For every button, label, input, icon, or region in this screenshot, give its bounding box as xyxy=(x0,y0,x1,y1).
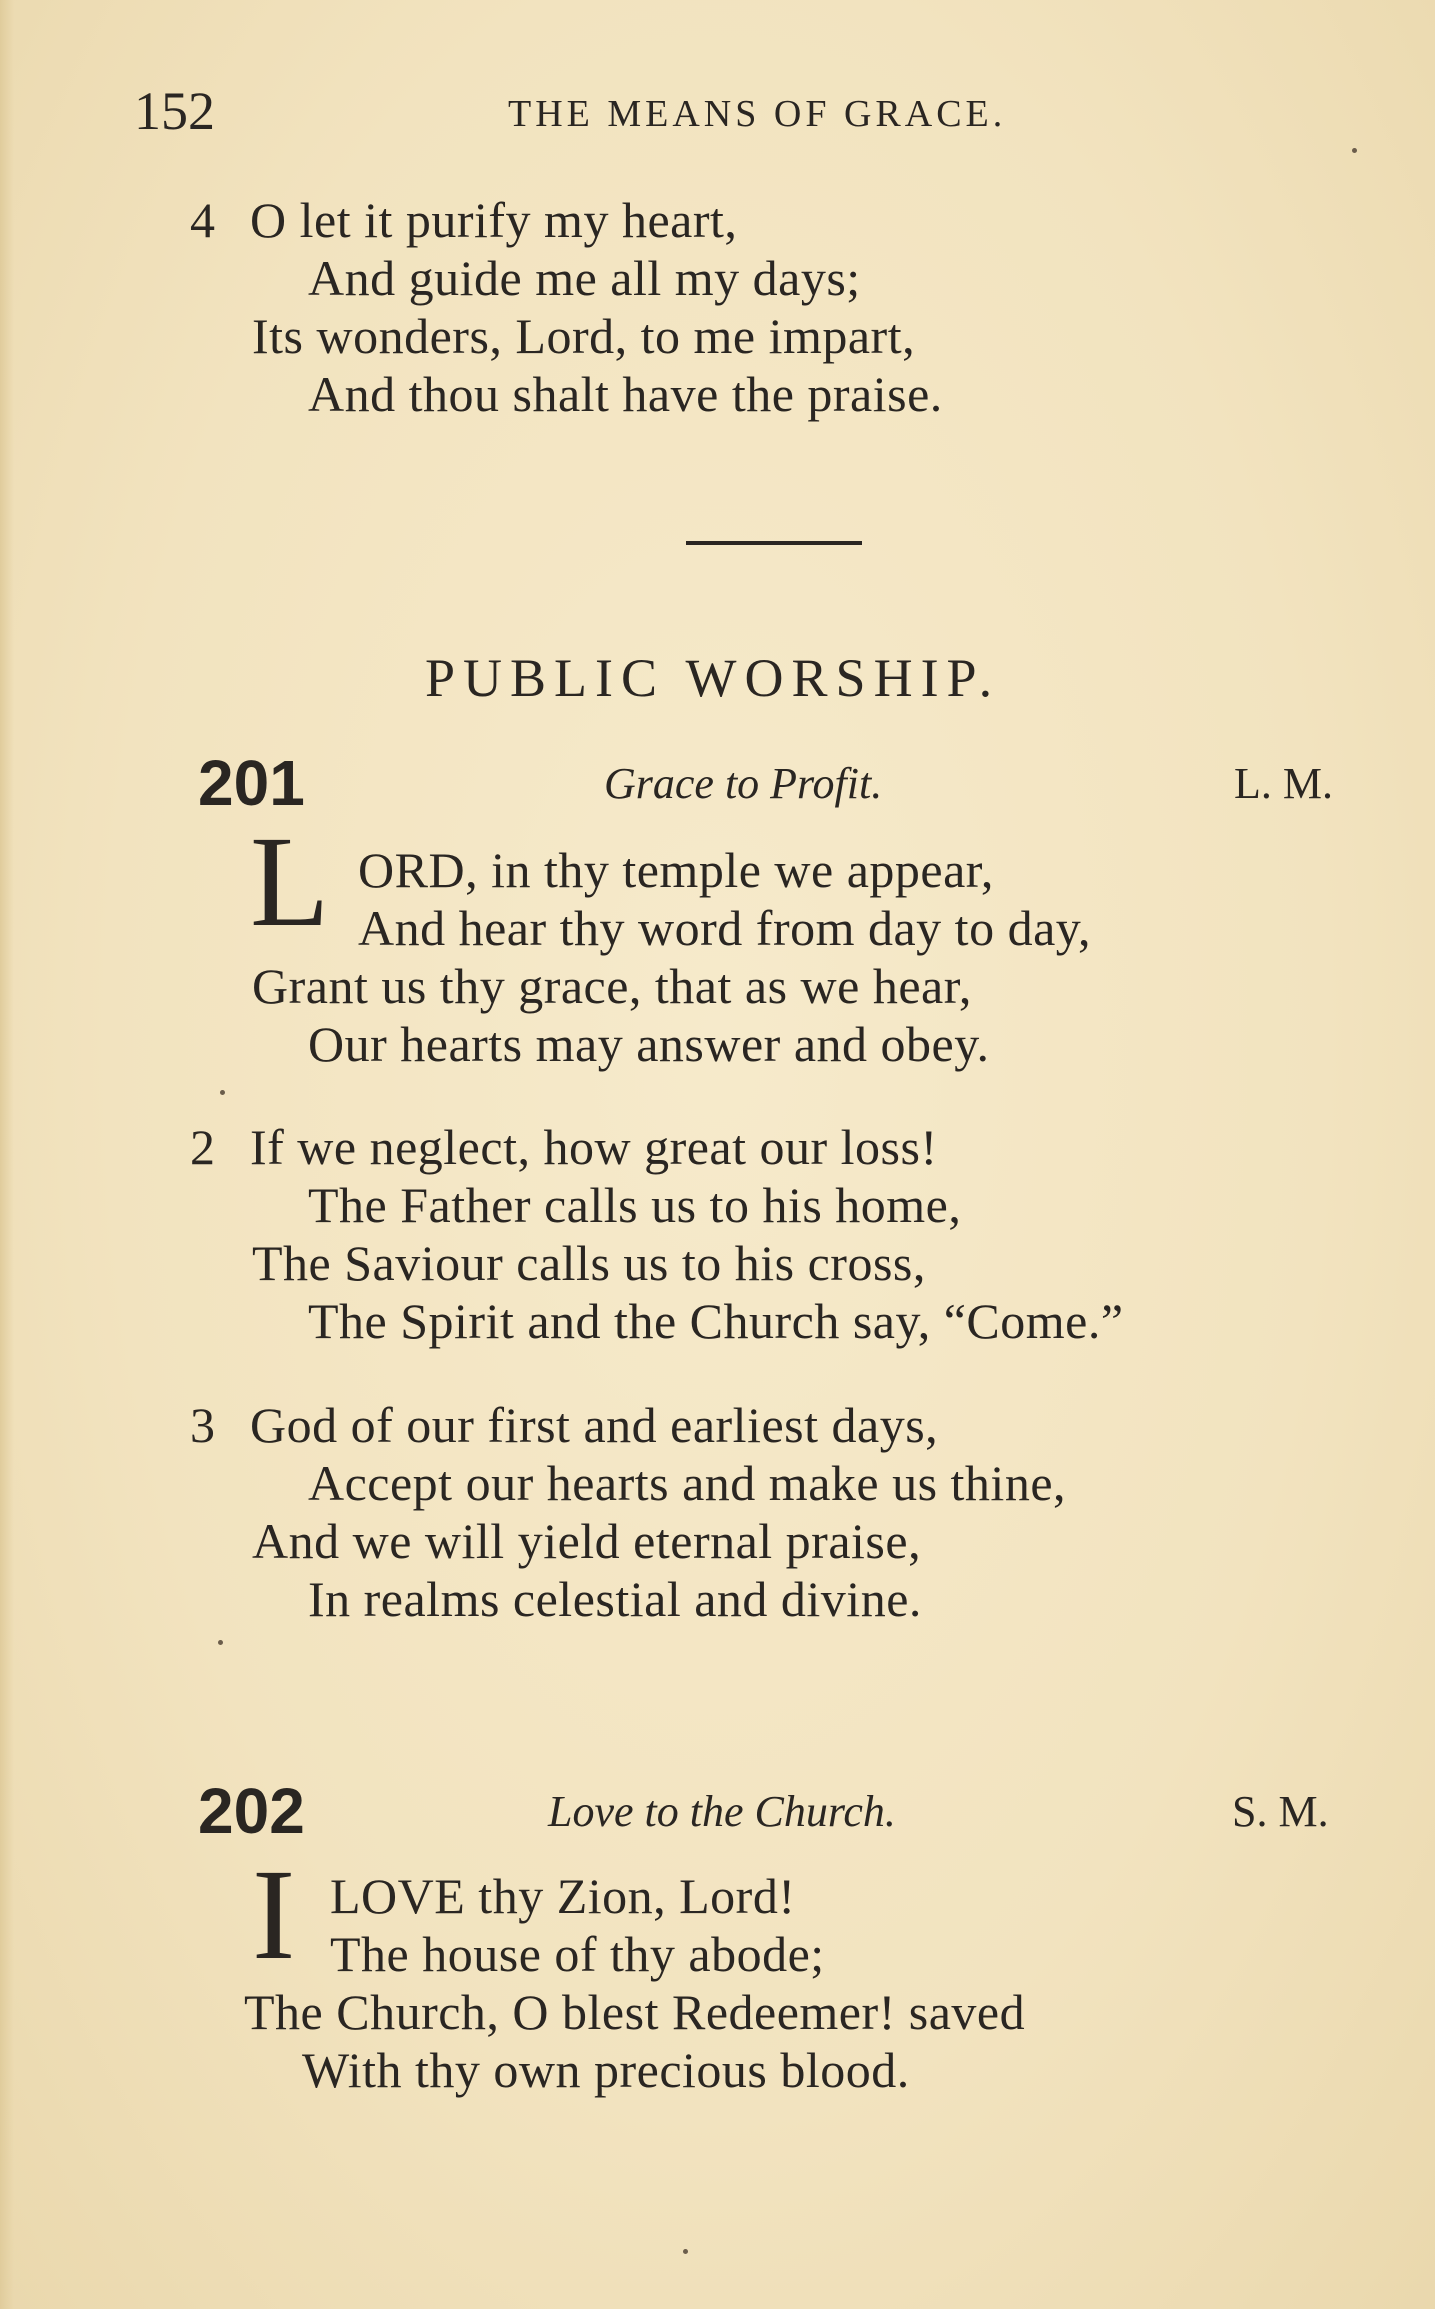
carryover-verse-line xyxy=(190,191,737,249)
paper-speck xyxy=(220,1090,225,1095)
dropcap-letter: I xyxy=(252,1843,296,1987)
hymn-meter: L. M. xyxy=(1234,759,1333,808)
verse-line: And we will yield eternal praise, xyxy=(252,1513,922,1569)
page-header xyxy=(0,76,1435,146)
verse-line: Our hearts may answer and obey. xyxy=(308,1016,990,1072)
section-title: PUBLIC WORSHIP. xyxy=(425,648,1001,708)
page-number: 152 xyxy=(134,81,215,141)
verse-number: 3 xyxy=(190,1397,216,1453)
hymn-number: 202 xyxy=(198,1775,305,1847)
verse-text: O let it purify my heart, xyxy=(250,192,738,248)
verse-line xyxy=(190,1396,938,1454)
verse-line: In realms celestial and divine. xyxy=(308,1571,922,1627)
verse-line: The Spirit and the Church say, “Come.” xyxy=(308,1293,1124,1349)
verse-text: If we neglect, how great our loss! xyxy=(250,1119,938,1175)
verse-line: The Father calls us to his home, xyxy=(308,1177,962,1233)
carryover-verse-line: And guide me all my days; xyxy=(308,250,861,306)
verse-line xyxy=(190,1118,938,1176)
section-divider-rule xyxy=(686,541,862,545)
hymn-title: Love to the Church. xyxy=(548,1787,896,1836)
verse-number: 4 xyxy=(190,192,216,248)
verse-line: The house of thy abode; xyxy=(330,1926,825,1982)
verse-line: And hear thy word from day to day, xyxy=(358,900,1092,956)
carryover-verse-line: And thou shalt have the praise. xyxy=(308,366,943,422)
verse-text: God of our first and earliest days, xyxy=(250,1397,939,1453)
paper-speck xyxy=(683,2249,688,2254)
hymn-title: Grace to Profit. xyxy=(604,759,883,808)
page-gutter-shadow xyxy=(0,0,14,2309)
running-head: THE MEANS OF GRACE. xyxy=(508,93,1007,135)
hymn-number: 201 xyxy=(198,747,305,819)
hymn-first-line: LOVE thy Zion, Lord! xyxy=(330,1868,796,1924)
paper-speck xyxy=(1352,148,1357,153)
hymn-meter: S. M. xyxy=(1232,1787,1329,1836)
verse-line: The Saviour calls us to his cross, xyxy=(252,1235,926,1291)
carryover-verse-line: Its wonders, Lord, to me impart, xyxy=(252,308,916,364)
paper-speck xyxy=(218,1640,223,1645)
verse-line: With thy own precious blood. xyxy=(302,2042,910,2098)
hymn-header-202 xyxy=(0,1776,1435,1846)
verse-number: 2 xyxy=(190,1119,216,1175)
verse-line: Accept our hearts and make us thine, xyxy=(308,1455,1067,1511)
hymn-first-line: ORD, in thy temple we appear, xyxy=(358,842,994,898)
dropcap-letter: L xyxy=(250,810,330,954)
hymn-header-201 xyxy=(0,748,1435,818)
verse-line: Grant us thy grace, that as we hear, xyxy=(252,958,972,1014)
verse-line: The Church, O blest Redeemer! saved xyxy=(244,1984,1026,2040)
